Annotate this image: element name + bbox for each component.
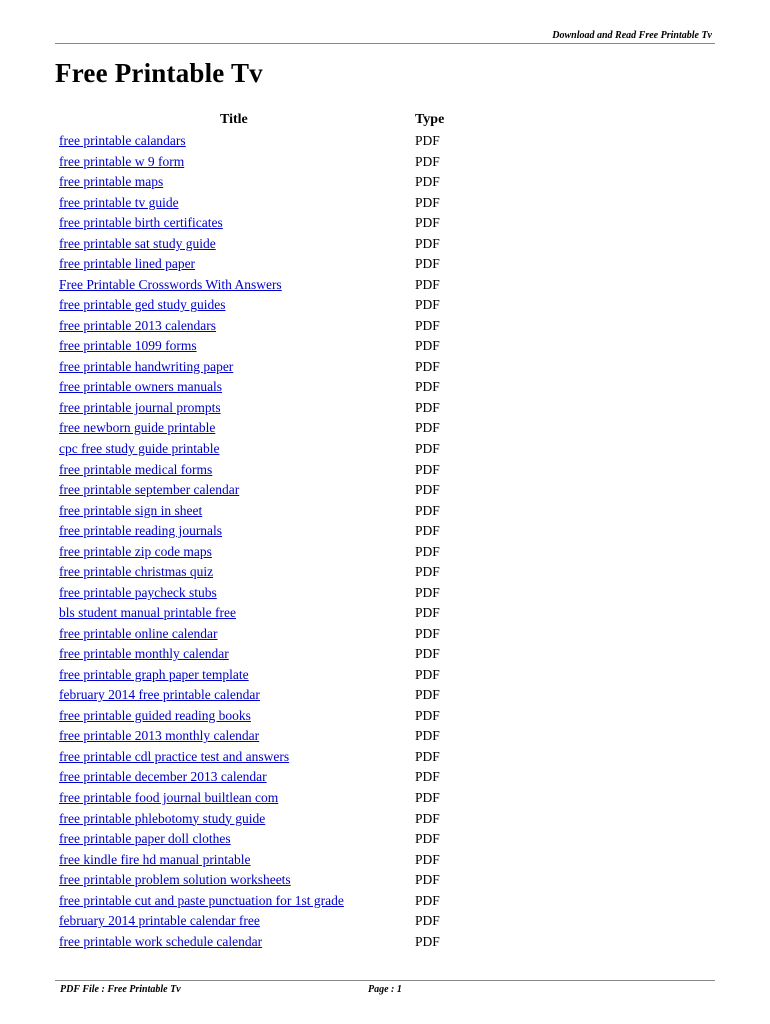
table-row: [59, 542, 489, 563]
table-row: [59, 665, 489, 686]
document-type: PDF: [415, 256, 440, 272]
document-link[interactable]: bls student manual printable free: [59, 605, 236, 621]
document-type: PDF: [415, 235, 440, 251]
header-divider: [55, 43, 715, 44]
table-row: [59, 460, 489, 481]
document-link[interactable]: free printable phlebotomy study guide: [59, 810, 266, 826]
table-row: [59, 213, 489, 234]
document-link[interactable]: free printable reading journals: [59, 523, 223, 539]
table-row: [59, 295, 489, 316]
document-type: PDF: [415, 564, 440, 580]
document-link[interactable]: free printable september calendar: [59, 482, 240, 498]
document-type: PDF: [415, 851, 440, 867]
document-link[interactable]: free printable handwriting paper: [59, 358, 234, 374]
document-link[interactable]: free printable graph paper template: [59, 666, 249, 682]
table-row: [59, 131, 489, 152]
table-row: [59, 562, 489, 583]
table-row: [59, 501, 489, 522]
document-link[interactable]: free printable calandars: [59, 133, 186, 148]
document-link[interactable]: free printable guided reading books: [59, 707, 251, 723]
table-row: [59, 234, 489, 255]
document-link[interactable]: free printable 2013 monthly calendar: [59, 728, 260, 744]
document-type: PDF: [415, 276, 440, 292]
document-type: PDF: [415, 174, 440, 190]
column-header-type: Type: [415, 112, 445, 127]
table-row: [59, 706, 489, 727]
table-row: [59, 767, 489, 788]
table-row: [59, 357, 489, 378]
document-type: PDF: [415, 584, 440, 600]
document-type: PDF: [415, 666, 440, 682]
document-link[interactable]: free printable 1099 forms: [59, 338, 197, 354]
table-row: [59, 624, 489, 645]
column-header-title: Title: [220, 112, 248, 127]
document-type: PDF: [415, 399, 440, 415]
document-type: PDF: [415, 523, 440, 539]
table-row: [59, 644, 489, 665]
document-link[interactable]: free printable cdl practice test and answers: [59, 748, 290, 764]
document-link[interactable]: cpc free study guide printable: [59, 440, 220, 456]
document-type: PDF: [415, 728, 440, 744]
document-type: PDF: [415, 440, 440, 456]
table-row: [59, 603, 489, 624]
document-type: PDF: [415, 153, 440, 169]
document-link[interactable]: free printable cut and paste punctuation for 1st grade: [59, 892, 344, 908]
document-link[interactable]: free printable online calendar: [59, 625, 218, 641]
document-link[interactable]: free printable ged study guides: [59, 297, 226, 313]
table-row: [59, 932, 489, 953]
footer-page-number: Page : 1: [368, 984, 402, 995]
document-type: PDF: [415, 687, 440, 703]
table-row: [59, 377, 489, 398]
document-type: PDF: [415, 482, 440, 498]
table-row: [59, 583, 489, 604]
document-type: PDF: [415, 769, 440, 785]
table-row: [59, 336, 489, 357]
page-header-text: Download and Read Free Printable Tv: [552, 30, 712, 41]
document-link[interactable]: free kindle fire hd manual printable: [59, 851, 251, 867]
document-link[interactable]: free printable owners manuals: [59, 379, 223, 395]
document-type: PDF: [415, 872, 440, 888]
document-link[interactable]: free printable food journal builtlean com: [59, 790, 279, 805]
document-link[interactable]: february 2014 printable calendar free: [59, 913, 260, 929]
table-row: [59, 911, 489, 932]
document-link[interactable]: free printable birth certificates: [59, 215, 223, 231]
table-row: [59, 193, 489, 214]
table-row: [59, 152, 489, 173]
document-link[interactable]: free printable journal prompts: [59, 399, 221, 415]
document-type: PDF: [415, 707, 440, 723]
document-list: [59, 131, 489, 952]
document-type: PDF: [415, 358, 440, 374]
table-row: [59, 275, 489, 296]
document-link[interactable]: free printable christmas quiz: [59, 564, 214, 580]
document-type: PDF: [415, 810, 440, 826]
table-row: [59, 726, 489, 747]
table-row: [59, 439, 489, 460]
document-link[interactable]: free printable december 2013 calendar: [59, 769, 267, 785]
document-type: PDF: [415, 215, 440, 231]
footer-divider: [55, 980, 715, 981]
table-row: [59, 521, 489, 542]
document-link[interactable]: free printable sign in sheet: [59, 502, 203, 518]
document-link[interactable]: free printable medical forms: [59, 461, 213, 477]
document-type: PDF: [415, 913, 440, 929]
table-row: [59, 418, 489, 439]
document-type: PDF: [415, 790, 440, 805]
table-row: [59, 870, 489, 891]
document-type: PDF: [415, 892, 440, 908]
table-row: [59, 891, 489, 912]
document-link[interactable]: free printable lined paper: [59, 256, 196, 272]
document-link[interactable]: free printable 2013 calendars: [59, 317, 217, 333]
document-type: PDF: [415, 297, 440, 313]
document-link[interactable]: free printable monthly calendar: [59, 646, 229, 662]
footer-file-label: PDF File : Free Printable Tv: [60, 984, 181, 995]
document-type: PDF: [415, 338, 440, 354]
document-type: PDF: [415, 461, 440, 477]
document-link[interactable]: free printable tv guide: [59, 194, 179, 210]
document-type: PDF: [415, 133, 440, 148]
document-type: PDF: [415, 605, 440, 621]
table-row: [59, 480, 489, 501]
document-link[interactable]: free printable w 9 form: [59, 153, 185, 169]
table-row: [59, 788, 489, 809]
document-link[interactable]: free printable maps: [59, 174, 164, 190]
document-type: PDF: [415, 502, 440, 518]
page-title: Free Printable Tv: [55, 58, 263, 88]
document-link[interactable]: free printable paycheck stubs: [59, 584, 217, 600]
table-row: [59, 316, 489, 337]
table-row: [59, 850, 489, 871]
table-row: [59, 172, 489, 193]
document-type: PDF: [415, 748, 440, 764]
document-link[interactable]: february 2014 free printable calendar: [59, 687, 260, 703]
table-row: [59, 747, 489, 768]
document-link[interactable]: free printable zip code maps: [59, 543, 212, 559]
document-link[interactable]: free printable problem solution worksheets: [59, 872, 291, 888]
document-type: PDF: [415, 933, 440, 949]
document-type: PDF: [415, 646, 440, 662]
document-link[interactable]: free printable sat study guide: [59, 235, 216, 251]
table-row: [59, 809, 489, 830]
document-type: PDF: [415, 625, 440, 641]
table-row: [59, 254, 489, 275]
document-type: PDF: [415, 543, 440, 559]
table-row: [59, 398, 489, 419]
document-type: PDF: [415, 194, 440, 210]
document-link[interactable]: free newborn guide printable: [59, 420, 216, 436]
document-link[interactable]: free printable paper doll clothes: [59, 831, 231, 847]
document-type: PDF: [415, 379, 440, 395]
document-type: PDF: [415, 420, 440, 436]
table-row: [59, 829, 489, 850]
table-row: [59, 685, 489, 706]
document-link[interactable]: Free Printable Crosswords With Answers: [59, 276, 282, 292]
document-type: PDF: [415, 831, 440, 847]
document-type: PDF: [415, 317, 440, 333]
document-link[interactable]: free printable work schedule calendar: [59, 933, 263, 949]
